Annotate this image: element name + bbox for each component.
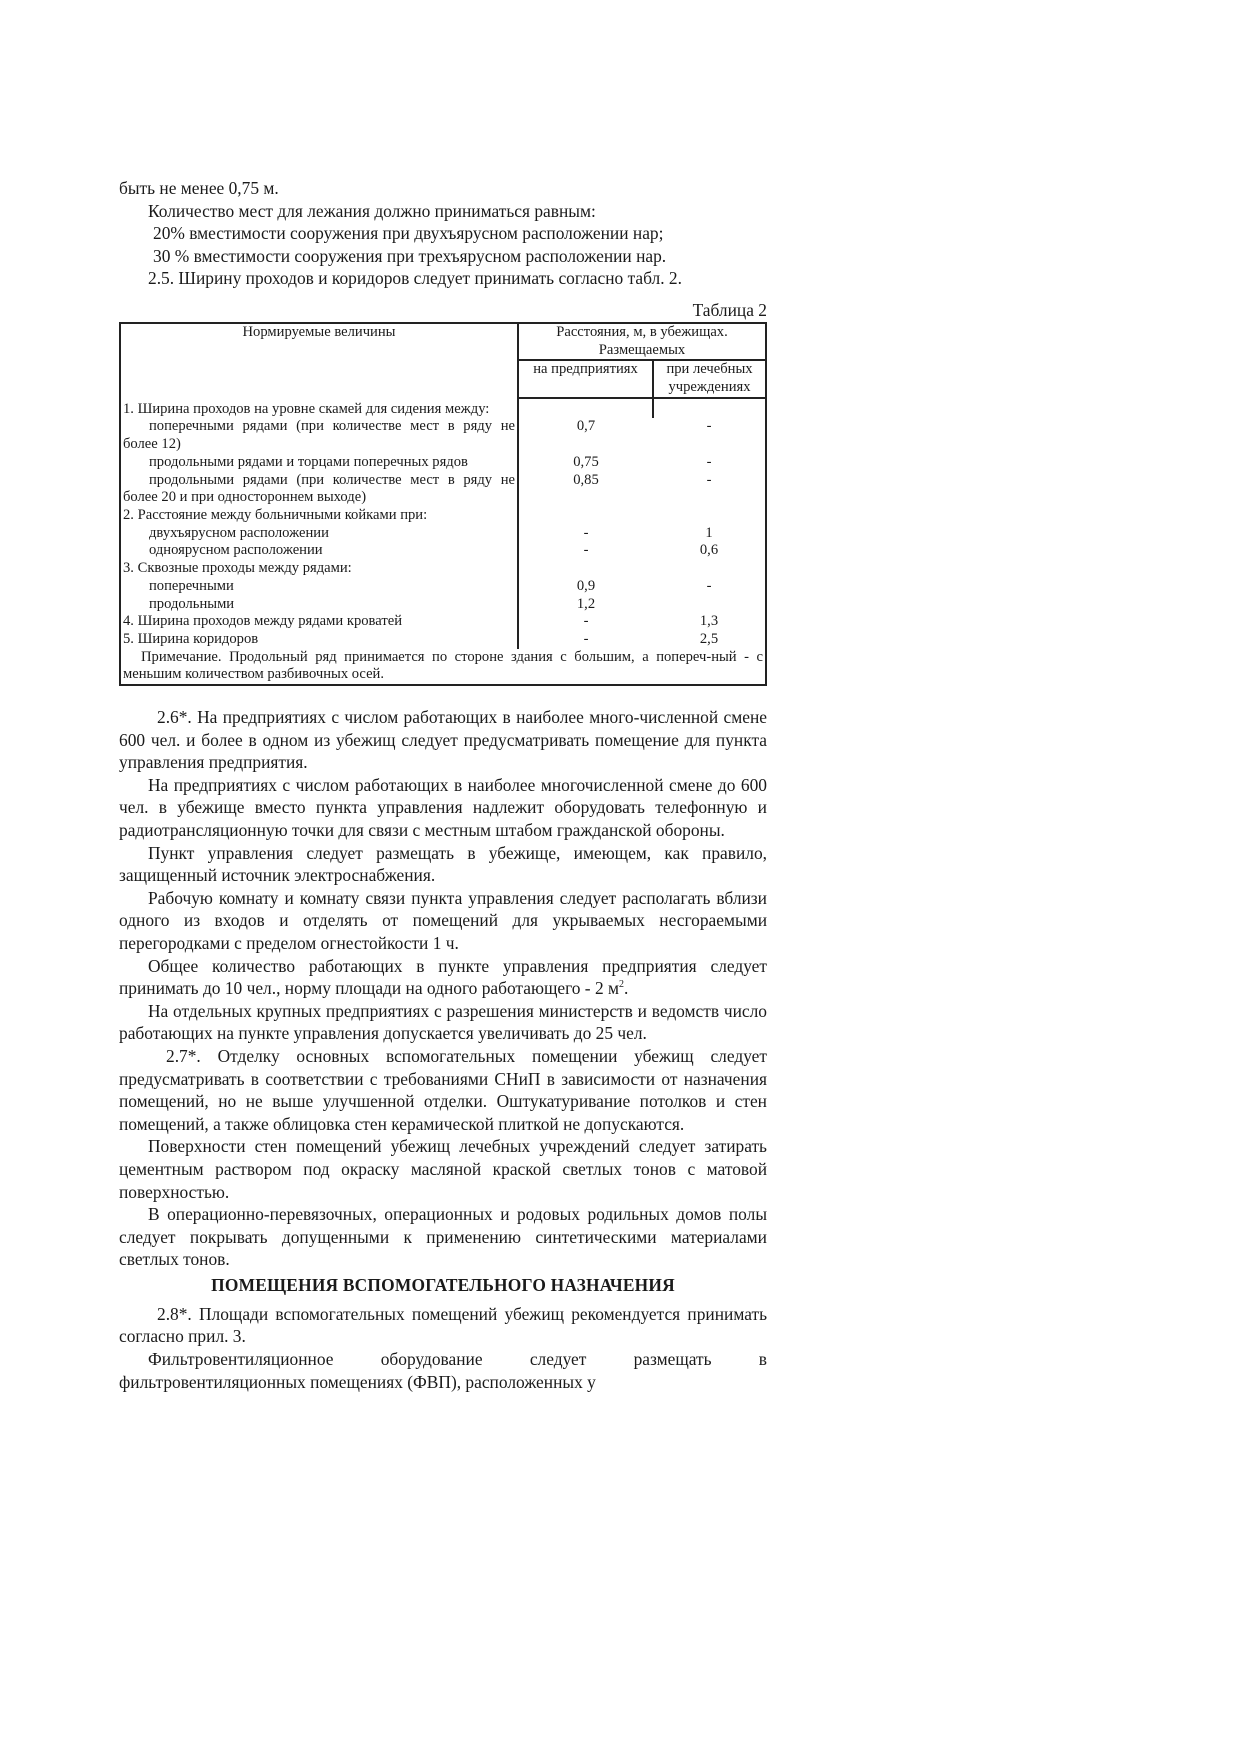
table-row xyxy=(120,525,766,543)
paragraph-work-room: Рабочую комнату и комнату связи пункта управления следует располагать вблизи одного из входов и отделять от помещений для укрываемых несгораемыми перегородками с пределом огнестойкости 1 ч. xyxy=(119,887,767,953)
row-label: 5. Ширина коридоров xyxy=(120,631,518,649)
row-value-enterprises: - xyxy=(583,542,589,559)
row-label: поперечными xyxy=(120,578,518,596)
table-row xyxy=(120,454,766,472)
header-normed-values: Нормируемые величины xyxy=(120,323,518,398)
row-value-enterprises xyxy=(518,560,653,578)
row-label: продольными рядами и торцами поперечных рядов xyxy=(120,454,518,472)
table-row xyxy=(120,631,766,649)
row-label: поперечными рядами (при количестве мест в ряду не более 12) xyxy=(120,418,518,453)
paragraph-large-enterprises: На отдельных крупных предприятиях с разрешения министерств и ведомств число работающих на пункте управления допускается увеличивать до 25 чел. xyxy=(119,1000,767,1044)
row-value-medical: 2,5 xyxy=(699,630,719,647)
row-label: продольными рядами (при количестве мест в ряду не более 20 и при одностороннем выходе) xyxy=(120,472,518,507)
table-row xyxy=(120,613,766,631)
paragraph-staff-count xyxy=(119,955,767,1000)
row-value-medical: - xyxy=(706,453,712,470)
paragraph-2-6: 2.6*. На предприятиях с числом работающих в наиболее много-численной смене 600 чел. и более в одном из убежищ следует предусматривать помещение для пункта управления предприятия. xyxy=(119,707,767,773)
row-value-medical: 1,3 xyxy=(699,613,719,630)
row-value-medical xyxy=(653,507,766,525)
table-row xyxy=(120,507,766,525)
row-value-enterprises xyxy=(518,401,653,419)
body-text xyxy=(119,706,767,1393)
row-value-enterprises: 1,2 xyxy=(576,595,596,612)
row-value-medical: - xyxy=(706,577,712,594)
table-row xyxy=(120,401,766,419)
table-caption: Таблица 2 xyxy=(692,299,767,320)
paragraph-floors: В операционно-перевязочных, операционных и родовых родильных домов полы следует покрывать допущенными к применению синтетическими материалами светлых тонов. xyxy=(119,1204,767,1270)
row-label: одноярусном расположении xyxy=(120,542,518,560)
paragraph-small-enterprises: На предприятиях с числом работающих в наиболее многочисленной смене до 600 чел. в убежище вместо пункта управления надлежит оборудовать телефонную и радиотрансляционную точки для связи с местным штабом гражданской обороны. xyxy=(119,774,767,840)
table-row xyxy=(120,542,766,560)
row-value-enterprises: - xyxy=(583,613,589,630)
row-label: двухъярусном расположении xyxy=(120,525,518,543)
row-label: 1. Ширина проходов на уровне скамей для сидения между: xyxy=(120,401,518,419)
row-label: 3. Сквозные проходы между рядами: xyxy=(120,560,518,578)
paragraph-control-point: Пункт управления следует размещать в убежище, имеющем, как правило, защищенный источник электроснабжения. xyxy=(119,842,767,886)
table-note: Примечание. Продольный ряд принимается по стороне здания с большим, а попереч-ный - с меньшим количеством разбивочных осей. xyxy=(123,648,763,683)
paragraph-medical-walls: Поверхности стен помещений убежищ лечебных учреждений следует затирать цементным раствором под окраску масляной краской светлых тонов с матовой поверхностью. xyxy=(119,1136,767,1202)
row-value-medical xyxy=(653,596,766,614)
row-value-enterprises: 0,75 xyxy=(573,453,599,470)
row-value-enterprises: 0,7 xyxy=(576,418,596,435)
paragraph-2-7: 2.7*. Отделку основных вспомогательных помещении убежищ следует предусматривать в соответствии с требованиями СНиП в зависимости от назначения помещений, но не выше улучшенной отделки. Оштукатуривание потолков и стен помещений, а также облицовка стен керамической плиткой не допускаются. xyxy=(119,1045,767,1134)
table-row xyxy=(120,596,766,614)
row-label: 4. Ширина проходов между рядами кроватей xyxy=(120,613,518,631)
row-value-enterprises: - xyxy=(583,524,589,541)
row-label: 2. Расстояние между больничными койками при: xyxy=(120,507,518,525)
table-row xyxy=(120,472,766,507)
row-value-medical: 0,6 xyxy=(699,542,719,559)
row-value-enterprises: - xyxy=(583,630,589,647)
header-distances-group: Расстояния, м, в убежищах. Размещаемых xyxy=(518,323,766,360)
section-heading: ПОМЕЩЕНИЯ ВСПОМОГАТЕЛЬНОГО НАЗНАЧЕНИЯ xyxy=(211,1274,675,1295)
row-value-medical: - xyxy=(706,471,712,488)
intro-paragraph-3: 20% вместимости сооружения при двухъярусном расположении нар; xyxy=(153,223,664,244)
row-value-medical: - xyxy=(706,418,712,435)
intro-paragraph-2: Количество мест для лежания должно приниматься равным: xyxy=(148,200,596,221)
table-row xyxy=(120,560,766,578)
intro-paragraph-4: 30 % вместимости сооружения при трехъярусном расположении нар. xyxy=(153,245,667,266)
row-label: продольными xyxy=(120,596,518,614)
table-note-row xyxy=(120,649,766,685)
superscript-2: 2 xyxy=(619,979,624,991)
header-enterprises: на предприятиях xyxy=(518,360,653,397)
intro-paragraph-5: 2.5. Ширину проходов и коридоров следует принимать согласно табл. 2. xyxy=(148,268,682,289)
table-row xyxy=(120,418,766,453)
norms-table xyxy=(119,322,767,686)
row-value-enterprises xyxy=(518,507,653,525)
row-value-medical xyxy=(653,401,766,419)
table-header-row xyxy=(120,323,766,360)
page-content xyxy=(119,177,767,1393)
row-value-medical xyxy=(653,560,766,578)
row-value-enterprises: 0,85 xyxy=(573,471,599,488)
row-value-enterprises: 0,9 xyxy=(576,577,596,594)
paragraph-filter-ventilation: Фильтровентиляционное оборудование следует размещать в фильтровентиляционных помещениях (ФВП), расположенных у xyxy=(119,1349,767,1392)
row-value-medical: 1 xyxy=(705,524,713,541)
intro-paragraph-1: быть не менее 0,75 м. xyxy=(119,178,279,198)
paragraph-staff-count-text: Общее количество работающих в пункте управления предприятия следует принимать до 10 чел., норму площади на одного работающего - 2 м xyxy=(119,955,767,999)
header-medical-institutions: при лечебных учреждениях xyxy=(653,360,766,397)
paragraph-2-8: 2.8*. Площади вспомогательных помещений убежищ рекомендуется принимать согласно прил. 3. xyxy=(119,1303,767,1347)
table-row xyxy=(120,578,766,596)
paragraph-staff-count-end: . xyxy=(624,978,629,999)
